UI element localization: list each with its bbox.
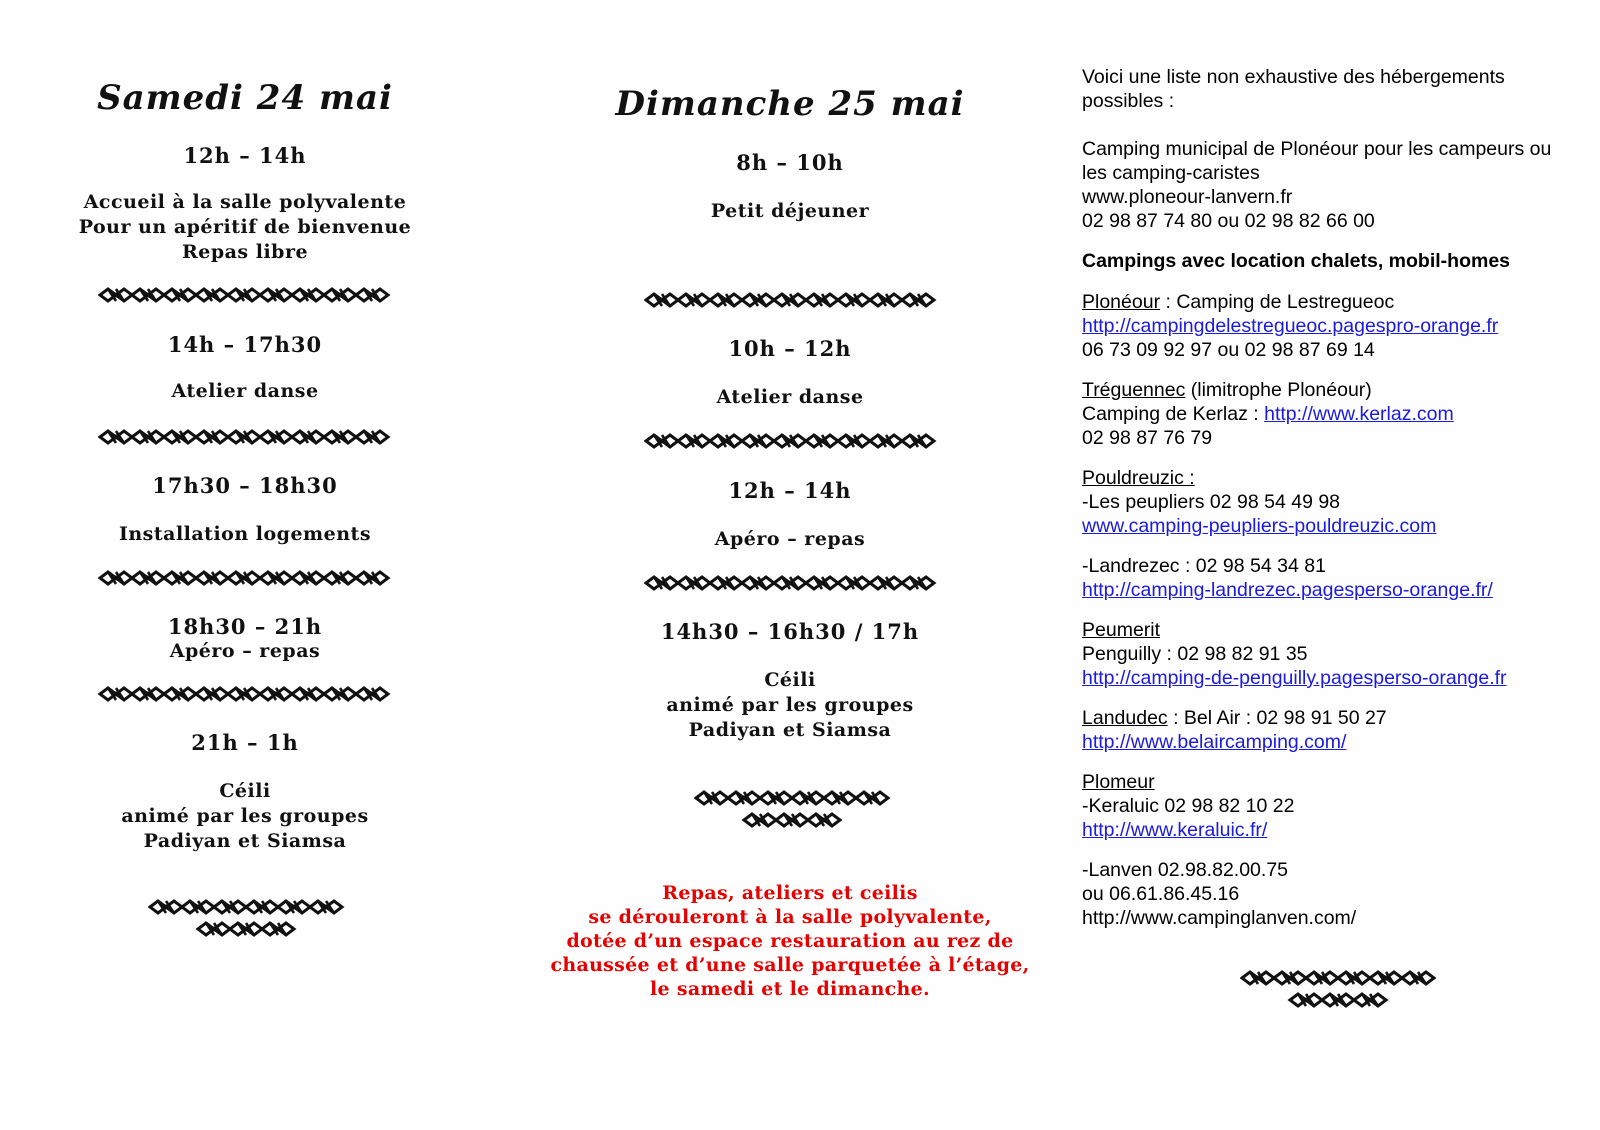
ploneour-entry <box>1082 290 1394 315</box>
knot-divider <box>98 683 393 705</box>
time-slot: 10h – 12h <box>728 336 852 361</box>
town-name: Plonéour <box>1082 291 1161 313</box>
time-slot: 14h – 17h30 <box>167 332 323 357</box>
treguennec-entry <box>1082 378 1372 403</box>
town-name: Tréguennec <box>1082 379 1186 401</box>
town-note: (limitrophe Plonéour) <box>1185 379 1372 401</box>
town-name: Peumerit <box>1082 619 1161 641</box>
activity-line: Installation logements <box>118 523 372 545</box>
venue-note: Repas, ateliers et ceilis <box>662 882 918 904</box>
camping-line: ou 06.61.86.45.16 <box>1082 883 1240 905</box>
peupliers-link[interactable]: www.camping-peupliers-pouldreuzic.com <box>1082 515 1437 537</box>
landrezec-link[interactable]: http://camping-landrezec.pagesperso-orange.fr/ <box>1082 579 1493 601</box>
activity-line: Céili <box>764 669 816 691</box>
town-name: Pouldreuzic : <box>1082 467 1195 489</box>
knot-divider <box>644 572 939 594</box>
time-slot: 12h – 14h <box>728 478 852 503</box>
penguilly-link[interactable]: http://camping-de-penguilly.pagesperso-orange.fr <box>1082 667 1507 689</box>
activity-line: Padiyan et Siamsa <box>688 719 892 741</box>
town-name: Plomeur <box>1082 771 1155 793</box>
belair-link[interactable]: http://www.belaircamping.com/ <box>1082 731 1347 753</box>
section-heading: Campings avec location chalets, mobil-homes <box>1082 250 1511 272</box>
time-slot: 14h30 – 16h30 / 17h <box>660 619 920 644</box>
municipal-line: Camping municipal de Plonéour pour les campeurs ou <box>1082 138 1552 160</box>
activity-line: animé par les groupes <box>666 694 914 716</box>
venue-note: se dérouleront à la salle polyvalente, <box>588 906 992 928</box>
lodging-column <box>1082 0 1592 1130</box>
time-slot: 8h – 10h <box>736 150 844 175</box>
time-slot: 12h – 14h <box>183 143 307 168</box>
venue-note: chaussée et d’une salle parquetée à l’étage, <box>550 954 1030 976</box>
activity-line: Apéro – repas <box>714 528 866 550</box>
time-slot: 18h30 – 21h <box>167 614 323 639</box>
kerlaz-entry <box>1082 402 1454 427</box>
activity-line: Atelier danse <box>716 386 864 408</box>
activity-line: Apéro – repas <box>169 640 321 662</box>
activity-line: Atelier danse <box>171 380 319 402</box>
activity-line: Petit déjeuner <box>710 200 870 222</box>
activity-line: Padiyan et Siamsa <box>143 830 347 852</box>
camping-line: -Lanven 02.98.82.00.75 <box>1082 859 1289 881</box>
saturday-title: Samedi 24 mai <box>97 78 393 118</box>
landudec-entry <box>1082 706 1387 731</box>
phone-line: 06 73 09 92 97 ou 02 98 87 69 14 <box>1082 339 1375 361</box>
activity-line: Céili <box>219 780 271 802</box>
camping-name: : Bel Air : 02 98 91 50 27 <box>1167 707 1387 729</box>
camping-name: Camping de Kerlaz : <box>1082 403 1265 425</box>
knot-divider <box>98 284 393 306</box>
keraluic-link[interactable]: http://www.keraluic.fr/ <box>1082 819 1268 841</box>
camping-line: -Landrezec : 02 98 54 34 81 <box>1082 555 1326 577</box>
knot-divider <box>644 430 939 452</box>
municipal-line: les camping-caristes <box>1082 162 1260 184</box>
venue-note: dotée d’un espace restauration au rez de <box>566 930 1014 952</box>
activity-line: Pour un apéritif de bienvenue <box>78 216 412 238</box>
knot-ornament <box>694 788 894 832</box>
knot-ornament <box>1240 968 1440 1012</box>
municipal-line: www.ploneour-lanvern.fr <box>1082 186 1293 208</box>
intro-line: Voici une liste non exhaustive des hébergements <box>1082 66 1505 88</box>
camping-line: Penguilly : 02 98 82 91 35 <box>1082 643 1308 665</box>
phone-line: 02 98 87 76 79 <box>1082 427 1213 449</box>
kerlaz-link[interactable]: http://www.kerlaz.com <box>1264 403 1454 425</box>
knot-divider <box>644 289 939 311</box>
camping-line: http://www.campinglanven.com/ <box>1082 907 1357 929</box>
municipal-line: 02 98 87 74 80 ou 02 98 82 66 00 <box>1082 210 1375 232</box>
knot-ornament <box>148 897 348 941</box>
time-slot: 17h30 – 18h30 <box>152 473 338 498</box>
saturday-column <box>60 0 430 1130</box>
sunday-title: Dimanche 25 mai <box>615 84 965 124</box>
camping-name: : Camping de Lestregueoc <box>1160 291 1395 313</box>
camping-line: -Les peupliers 02 98 54 49 98 <box>1082 491 1341 513</box>
venue-note: le samedi et le dimanche. <box>650 978 930 1000</box>
time-slot: 21h – 1h <box>191 730 299 755</box>
camping-line: -Keraluic 02 98 82 10 22 <box>1082 795 1295 817</box>
intro-line: possibles : <box>1082 90 1175 112</box>
sunday-column <box>540 0 1040 1130</box>
activity-line: animé par les groupes <box>121 805 369 827</box>
ploneour-link[interactable]: http://campingdelestregueoc.pagespro-orange.fr <box>1082 315 1499 337</box>
knot-divider <box>98 567 393 589</box>
activity-line: Accueil à la salle polyvalente <box>83 191 407 213</box>
knot-divider <box>98 426 393 448</box>
activity-line: Repas libre <box>181 241 309 263</box>
town-name: Landudec <box>1082 707 1168 729</box>
